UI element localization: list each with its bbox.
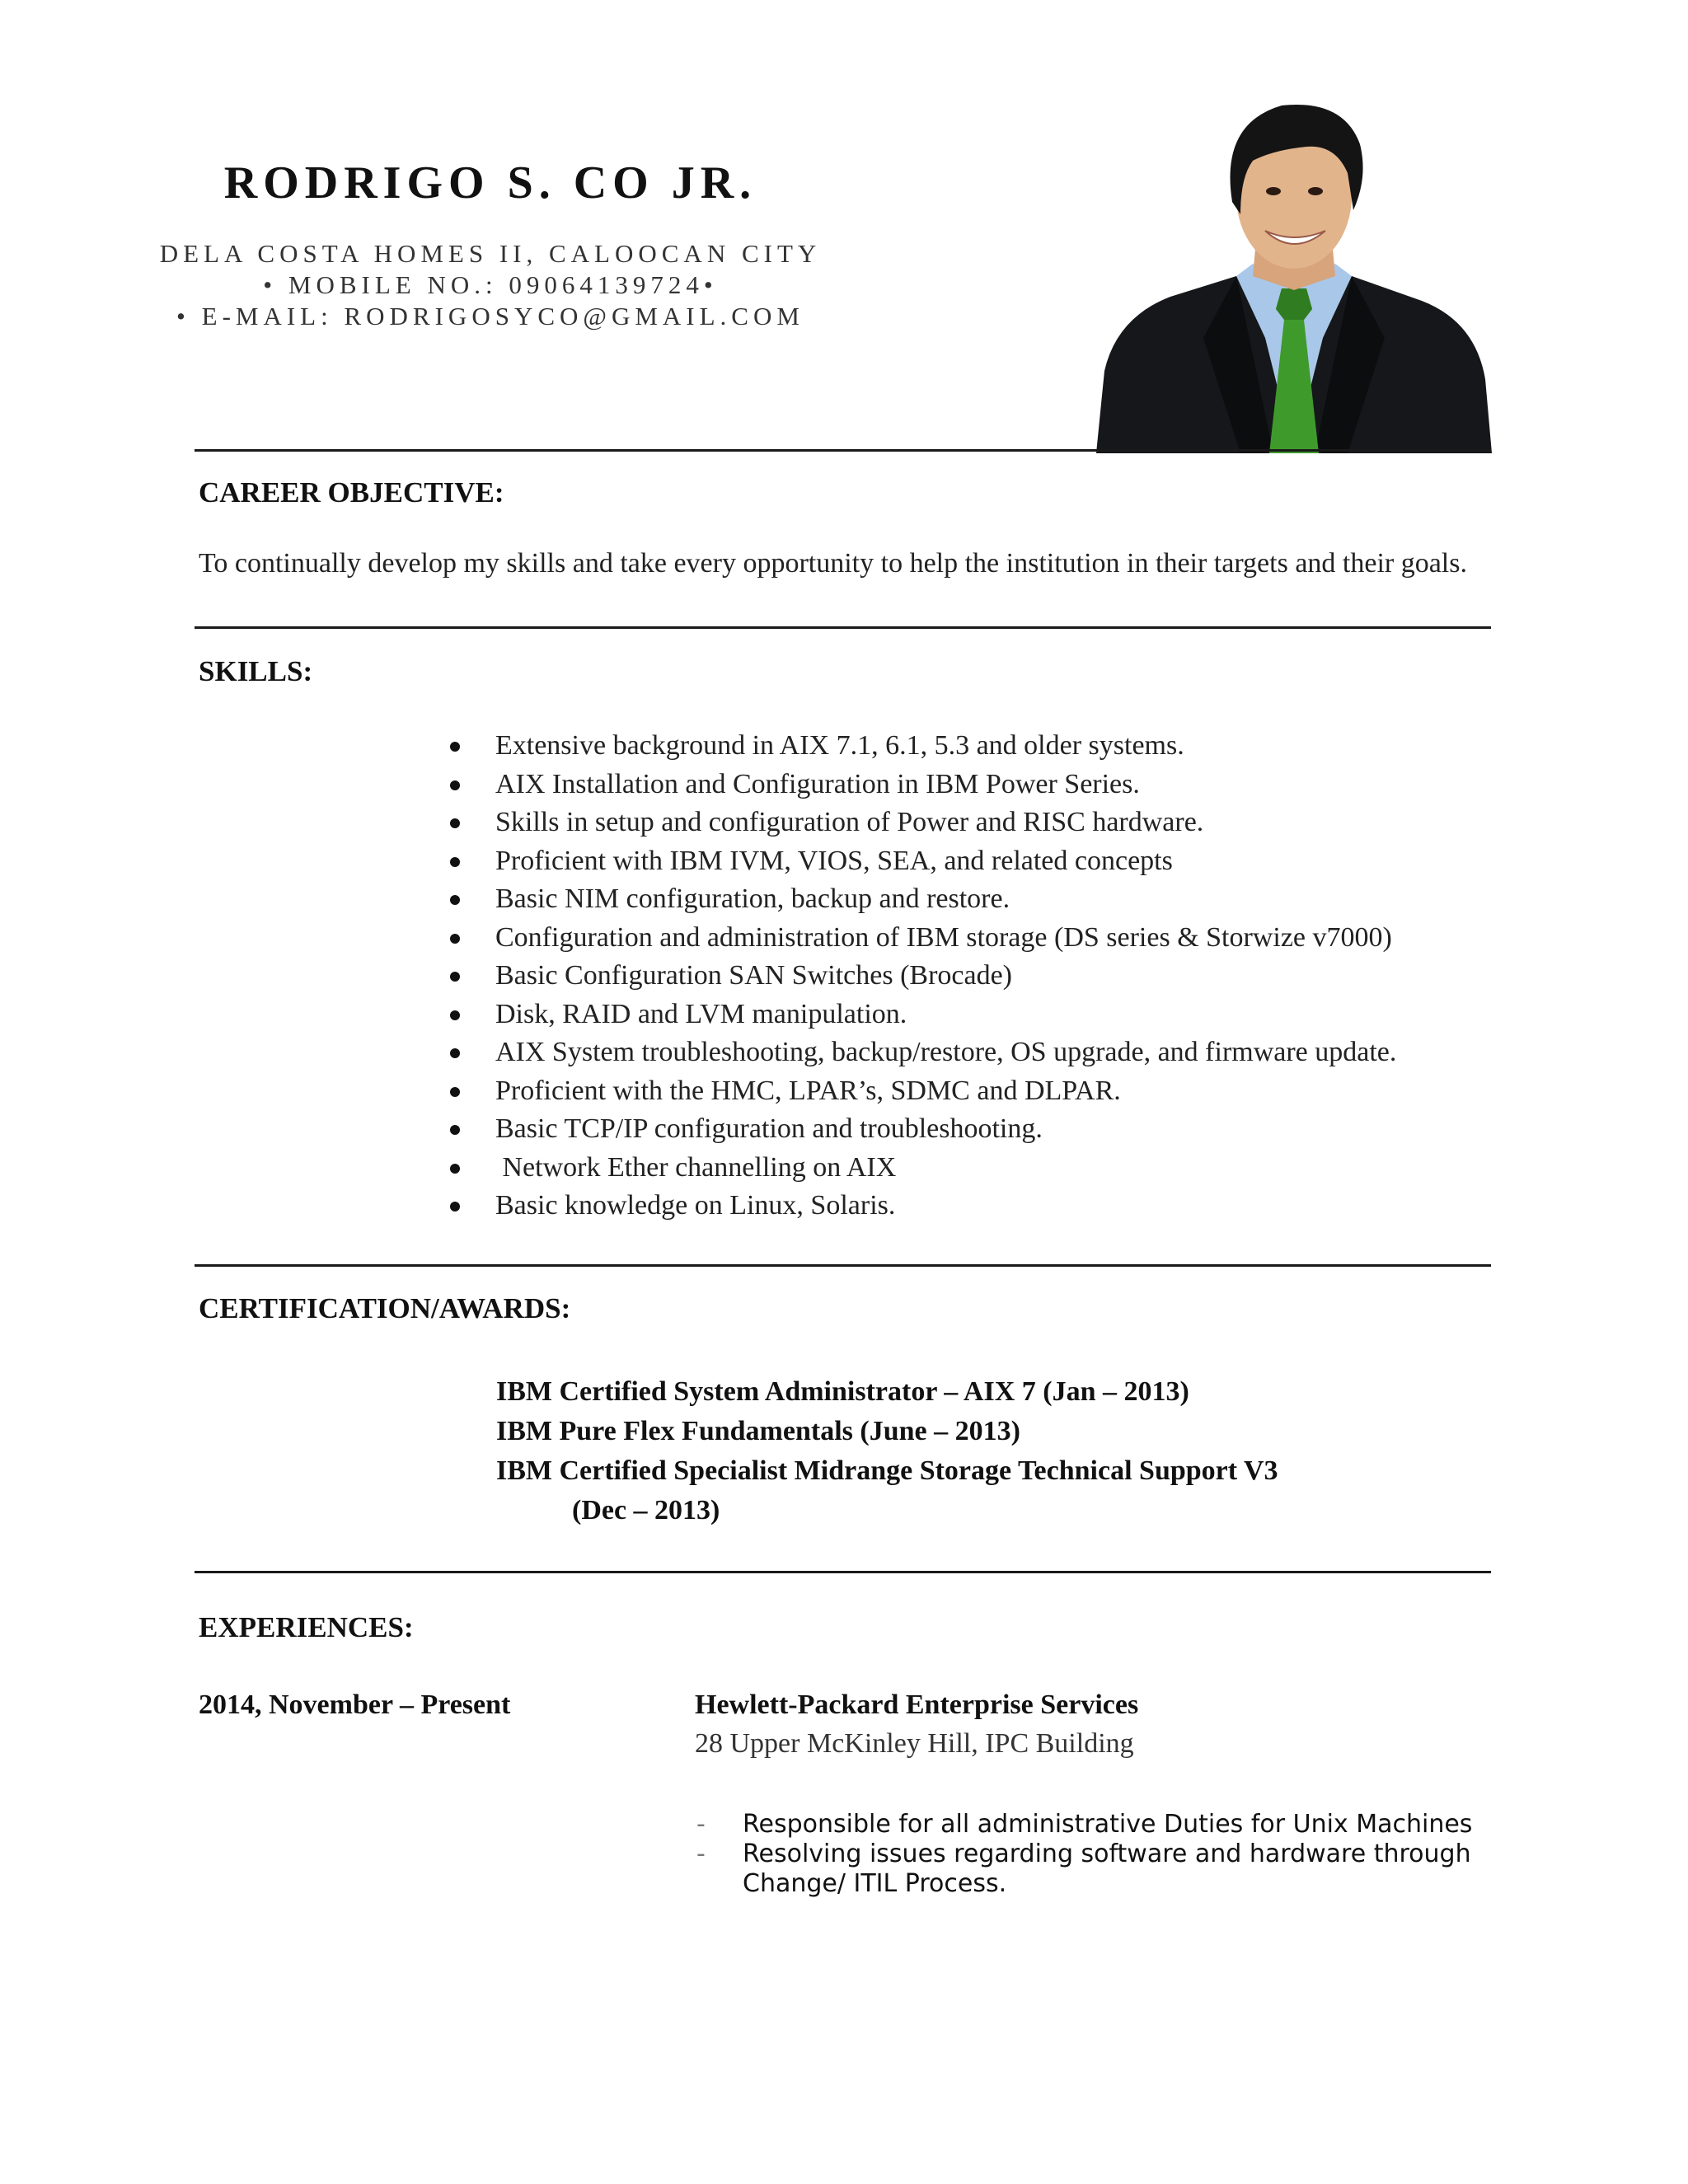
career-objective-text: To continually develop my skills and take every opportunity to help the institution in their targets and their goals. [199,548,1467,579]
skill-item: Basic knowledge on Linux, Solaris. [437,1187,1396,1226]
profile-photo [1096,99,1492,453]
experience-address: 28 Upper McKinley Hill, IPC Building [695,1728,1134,1759]
skills-heading: SKILLS: [199,655,313,687]
bullet-icon [450,1010,460,1020]
skill-item: Proficient with IBM IVM, VIOS, SEA, and related concepts [437,842,1396,881]
dash-icon: - [696,1810,706,1839]
certifications-list [496,1372,1278,1530]
bullet-icon [450,1048,460,1058]
skill-item: AIX Installation and Configuration in IBM Power Series. [437,766,1396,804]
skill-item: AIX System troubleshooting, backup/restore, OS upgrade, and firmware update. [437,1033,1396,1072]
skill-item: Basic TCP/IP configuration and troubleshooting. [437,1110,1396,1149]
divider [195,1264,1491,1267]
skill-item: Basic NIM configuration, backup and restore. [437,880,1396,919]
bullet-icon [450,818,460,828]
bullet-icon [450,895,460,905]
bullet-icon [450,1202,460,1212]
duty-item: - Resolving issues regarding software and hardware through Change/ ITIL Process. [696,1840,1471,1898]
bullet-icon [450,1125,460,1135]
certification-item: IBM Pure Flex Fundamentals (June – 2013) [496,1416,1020,1446]
duty-item: - Responsible for all administrative Duties for Unix Machines [696,1810,1473,1839]
certification-item: IBM Certified System Administrator – AIX 7 (Jan – 2013) [496,1376,1189,1407]
skill-item: Basic Configuration SAN Switches (Brocade) [437,957,1396,996]
certification-item: IBM Certified Specialist Midrange Storage Technical Support V3 [496,1455,1278,1486]
bullet-icon [450,972,460,982]
divider [195,626,1491,629]
bullet-icon [450,934,460,944]
certification-item-date: (Dec – 2013) [572,1495,720,1526]
career-objective-heading: CAREER OBJECTIVE: [199,476,504,509]
bullet-icon [450,857,460,867]
skill-item: Network Ether channelling on AIX [437,1149,1396,1188]
bullet-icon [450,742,460,752]
skill-item: Proficient with the HMC, LPAR’s, SDMC and DLPAR. [437,1072,1396,1111]
experiences-heading: EXPERIENCES: [199,1611,414,1643]
experience-company: Hewlett-Packard Enterprise Services [695,1690,1139,1720]
experience-date: 2014, November – Present [199,1690,511,1720]
skill-item: Disk, RAID and LVM manipulation. [437,996,1396,1034]
mobile-line: • MOBILE NO.: 09064139724• [263,270,718,299]
certifications-heading: CERTIFICATION/AWARDS: [199,1292,571,1324]
divider [195,449,1491,452]
bullet-icon [450,780,460,790]
divider [195,1571,1491,1573]
email-line: • E-MAIL: RODRIGOSYCO@GMAIL.COM [176,302,804,330]
bullet-icon [450,1087,460,1097]
bullet-icon [450,1164,460,1174]
address-line: DELA COSTA HOMES II, CALOOCAN CITY [159,239,822,268]
skills-list [437,727,1396,1226]
experience-duties [695,1810,1534,1899]
skill-item: Skills in setup and configuration of Power and RISC hardware. [437,804,1396,842]
skill-item: Extensive background in AIX 7.1, 6.1, 5.3 and older systems. [437,727,1396,766]
dash-icon: - [696,1840,706,1868]
skill-item: Configuration and administration of IBM storage (DS series & Storwize v7000) [437,919,1396,958]
applicant-name: RODRIGO S. CO JR. [223,157,757,209]
